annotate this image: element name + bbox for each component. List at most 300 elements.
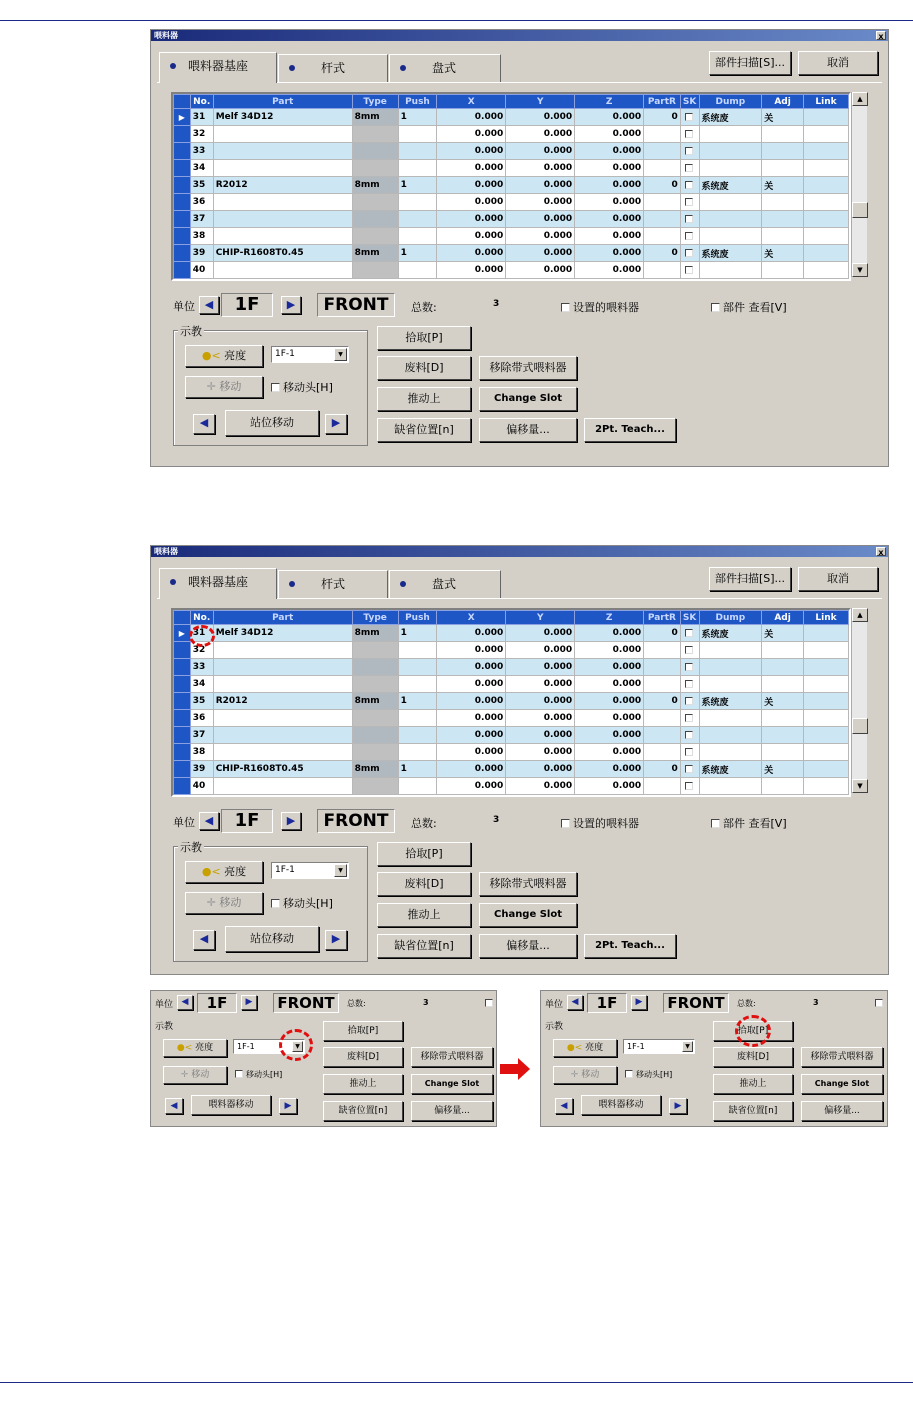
move-button[interactable]: ✛ 移动 bbox=[553, 1066, 617, 1084]
station-prev-button[interactable]: ◀ bbox=[165, 1098, 183, 1114]
cell-no[interactable]: 36 bbox=[190, 710, 213, 727]
cell-x[interactable]: 0.000 bbox=[437, 177, 506, 194]
default-position-button[interactable]: 缺省位置[n] bbox=[377, 934, 471, 958]
col-z[interactable]: Z bbox=[575, 611, 644, 625]
chevron-down-icon[interactable]: ▼ bbox=[682, 1041, 693, 1052]
cell-x[interactable]: 0.000 bbox=[437, 727, 506, 744]
cell-type[interactable]: 8mm bbox=[352, 177, 398, 194]
cell-link[interactable] bbox=[803, 228, 848, 245]
row-selector[interactable] bbox=[174, 744, 191, 761]
change-slot-button[interactable]: Change Slot bbox=[479, 903, 577, 927]
floor-prev-button[interactable]: ◀ bbox=[177, 995, 193, 1010]
cell-sk[interactable] bbox=[680, 109, 699, 126]
cell-y[interactable]: 0.000 bbox=[506, 109, 575, 126]
cell-push[interactable]: 1 bbox=[398, 245, 437, 262]
cell-x[interactable]: 0.000 bbox=[437, 109, 506, 126]
table-row[interactable] bbox=[174, 642, 849, 659]
cell-partr[interactable] bbox=[644, 160, 681, 177]
col-push[interactable]: Push bbox=[398, 95, 437, 109]
cell-type[interactable] bbox=[352, 143, 398, 160]
cell-partr[interactable] bbox=[644, 143, 681, 160]
tab-tray[interactable]: 盘式 bbox=[389, 54, 501, 82]
change-slot-button[interactable]: Change Slot bbox=[411, 1074, 493, 1094]
cell-partr[interactable]: 0 bbox=[644, 625, 681, 642]
cell-adj[interactable]: 关 bbox=[762, 693, 804, 710]
cell-y[interactable]: 0.000 bbox=[506, 194, 575, 211]
cell-dump[interactable] bbox=[699, 642, 762, 659]
cell-sk[interactable] bbox=[680, 625, 699, 642]
floor-prev-button[interactable]: ◀ bbox=[199, 296, 219, 314]
cell-type[interactable]: 8mm bbox=[352, 625, 398, 642]
cell-sk[interactable] bbox=[680, 744, 699, 761]
cell-sk[interactable] bbox=[680, 126, 699, 143]
checkbox-box[interactable] bbox=[485, 999, 493, 1007]
cell-sk[interactable] bbox=[680, 262, 699, 279]
checkbox-box[interactable] bbox=[625, 1070, 633, 1078]
move-head-checkbox[interactable]: 移动头[H] bbox=[625, 1069, 672, 1080]
cell-y[interactable]: 0.000 bbox=[506, 177, 575, 194]
two-point-teach-button[interactable]: 2Pt. Teach... bbox=[584, 934, 676, 958]
cell-push[interactable] bbox=[398, 228, 437, 245]
cell-dump[interactable] bbox=[699, 262, 762, 279]
col-sk[interactable]: SK bbox=[680, 611, 699, 625]
floor-next-button[interactable]: ▶ bbox=[241, 995, 257, 1010]
col-adj[interactable]: Adj bbox=[762, 95, 804, 109]
cell-adj[interactable]: 关 bbox=[762, 245, 804, 262]
brightness-button[interactable]: ●< 亮度 bbox=[163, 1039, 227, 1057]
cell-part[interactable] bbox=[213, 659, 352, 676]
cell-dump[interactable]: 系统废 bbox=[699, 245, 762, 262]
brightness-button[interactable]: ●< 亮度 bbox=[185, 861, 263, 883]
cell-dump[interactable]: 系统废 bbox=[699, 625, 762, 642]
checkbox-box[interactable] bbox=[711, 819, 720, 828]
cell-x[interactable]: 0.000 bbox=[437, 228, 506, 245]
col-type[interactable]: Type bbox=[352, 95, 398, 109]
cell-part[interactable] bbox=[213, 676, 352, 693]
col-push[interactable]: Push bbox=[398, 611, 437, 625]
skip-checkbox[interactable] bbox=[685, 113, 693, 121]
cell-adj[interactable] bbox=[762, 659, 804, 676]
skip-checkbox[interactable] bbox=[685, 164, 693, 172]
cell-partr[interactable] bbox=[644, 194, 681, 211]
checkbox-box[interactable] bbox=[875, 999, 883, 1007]
cell-no[interactable]: 36 bbox=[190, 194, 213, 211]
cell-partr[interactable] bbox=[644, 228, 681, 245]
cell-z[interactable]: 0.000 bbox=[575, 109, 644, 126]
default-position-button[interactable]: 缺省位置[n] bbox=[377, 418, 471, 442]
move-head-checkbox[interactable]: 移动头[H] bbox=[271, 895, 333, 911]
cell-no[interactable]: 34 bbox=[190, 160, 213, 177]
cell-sk[interactable] bbox=[680, 659, 699, 676]
cell-no[interactable]: 31 bbox=[190, 625, 213, 642]
tab-tray[interactable]: 盘式 bbox=[389, 570, 501, 598]
cell-no[interactable]: 32 bbox=[190, 642, 213, 659]
cell-z[interactable]: 0.000 bbox=[575, 262, 644, 279]
skip-checkbox[interactable] bbox=[685, 629, 693, 637]
cell-no[interactable]: 38 bbox=[190, 228, 213, 245]
cell-x[interactable]: 0.000 bbox=[437, 676, 506, 693]
remove-tape-feeder-button[interactable]: 移除带式喂料器 bbox=[479, 356, 577, 380]
skip-checkbox[interactable] bbox=[685, 765, 693, 773]
chevron-down-icon[interactable]: ▼ bbox=[292, 1041, 303, 1052]
pickup-button[interactable]: 拾取[P] bbox=[377, 326, 471, 350]
cell-link[interactable] bbox=[803, 177, 848, 194]
cell-adj[interactable] bbox=[762, 126, 804, 143]
cell-sk[interactable] bbox=[680, 642, 699, 659]
cell-type[interactable] bbox=[352, 228, 398, 245]
cell-sk[interactable] bbox=[680, 778, 699, 795]
cell-partr[interactable] bbox=[644, 744, 681, 761]
row-selector[interactable] bbox=[174, 177, 191, 194]
cell-y[interactable]: 0.000 bbox=[506, 710, 575, 727]
table-row[interactable] bbox=[174, 228, 849, 245]
cell-part[interactable] bbox=[213, 228, 352, 245]
cell-dump[interactable]: 系统废 bbox=[699, 177, 762, 194]
row-selector[interactable] bbox=[174, 642, 191, 659]
cell-x[interactable]: 0.000 bbox=[437, 642, 506, 659]
cell-no[interactable]: 37 bbox=[190, 211, 213, 228]
row-selector[interactable] bbox=[174, 659, 191, 676]
cell-sk[interactable] bbox=[680, 693, 699, 710]
cell-partr[interactable] bbox=[644, 211, 681, 228]
cell-partr[interactable] bbox=[644, 642, 681, 659]
skip-checkbox[interactable] bbox=[685, 680, 693, 688]
cell-adj[interactable] bbox=[762, 194, 804, 211]
skip-checkbox[interactable] bbox=[685, 198, 693, 206]
cell-part[interactable] bbox=[213, 642, 352, 659]
pickup-button[interactable]: 拾取[P] bbox=[323, 1021, 403, 1041]
cell-type[interactable] bbox=[352, 194, 398, 211]
cell-dump[interactable] bbox=[699, 194, 762, 211]
cell-z[interactable]: 0.000 bbox=[575, 659, 644, 676]
cell-link[interactable] bbox=[803, 676, 848, 693]
floor-prev-button[interactable]: ◀ bbox=[199, 812, 219, 830]
cell-z[interactable]: 0.000 bbox=[575, 642, 644, 659]
cell-no[interactable]: 38 bbox=[190, 744, 213, 761]
cell-x[interactable]: 0.000 bbox=[437, 744, 506, 761]
cell-push[interactable]: 1 bbox=[398, 625, 437, 642]
cell-push[interactable] bbox=[398, 262, 437, 279]
cell-part[interactable]: R2012 bbox=[213, 177, 352, 194]
col-x[interactable]: X bbox=[437, 95, 506, 109]
cell-z[interactable]: 0.000 bbox=[575, 228, 644, 245]
cell-type[interactable] bbox=[352, 262, 398, 279]
tab-stick[interactable]: 杆式 bbox=[278, 54, 388, 82]
cell-adj[interactable] bbox=[762, 262, 804, 279]
cell-partr[interactable] bbox=[644, 659, 681, 676]
skip-checkbox[interactable] bbox=[685, 663, 693, 671]
cell-adj[interactable] bbox=[762, 710, 804, 727]
cell-link[interactable] bbox=[803, 693, 848, 710]
cell-link[interactable] bbox=[803, 710, 848, 727]
tab-feeder-base[interactable]: 喂料器基座 bbox=[159, 52, 277, 83]
cell-push[interactable] bbox=[398, 126, 437, 143]
cell-adj[interactable] bbox=[762, 727, 804, 744]
cell-x[interactable]: 0.000 bbox=[437, 160, 506, 177]
cell-no[interactable]: 40 bbox=[190, 778, 213, 795]
cell-x[interactable]: 0.000 bbox=[437, 245, 506, 262]
waste-button[interactable]: 废料[D] bbox=[713, 1047, 793, 1067]
cell-sk[interactable] bbox=[680, 676, 699, 693]
feeder-combo[interactable]: 1F-1 ▼ bbox=[271, 862, 349, 879]
cell-z[interactable]: 0.000 bbox=[575, 245, 644, 262]
scroll-thumb[interactable] bbox=[852, 202, 868, 218]
cancel-button[interactable]: 取消 bbox=[798, 51, 878, 75]
cell-push[interactable] bbox=[398, 710, 437, 727]
cell-x[interactable]: 0.000 bbox=[437, 126, 506, 143]
checkbox-box[interactable] bbox=[561, 303, 570, 312]
cell-adj[interactable] bbox=[762, 211, 804, 228]
cell-y[interactable]: 0.000 bbox=[506, 160, 575, 177]
station-prev-button[interactable]: ◀ bbox=[193, 414, 215, 434]
remove-tape-feeder-button[interactable]: 移除带式喂料器 bbox=[479, 872, 577, 896]
cell-y[interactable]: 0.000 bbox=[506, 676, 575, 693]
cell-part[interactable] bbox=[213, 194, 352, 211]
station-prev-button[interactable]: ◀ bbox=[193, 930, 215, 950]
skip-checkbox[interactable] bbox=[685, 748, 693, 756]
cell-y[interactable]: 0.000 bbox=[506, 761, 575, 778]
table-row[interactable] bbox=[174, 245, 849, 262]
cell-partr[interactable] bbox=[644, 710, 681, 727]
cell-sk[interactable] bbox=[680, 710, 699, 727]
cell-adj[interactable] bbox=[762, 143, 804, 160]
table-row[interactable] bbox=[174, 143, 849, 160]
waste-button[interactable]: 废料[D] bbox=[377, 356, 471, 380]
move-head-checkbox[interactable]: 移动头[H] bbox=[235, 1069, 282, 1080]
cell-part[interactable] bbox=[213, 710, 352, 727]
push-up-button[interactable]: 推动上 bbox=[713, 1074, 793, 1094]
cell-push[interactable]: 1 bbox=[398, 177, 437, 194]
cell-adj[interactable] bbox=[762, 228, 804, 245]
scroll-thumb[interactable] bbox=[852, 718, 868, 734]
cell-partr[interactable] bbox=[644, 727, 681, 744]
cell-type[interactable] bbox=[352, 744, 398, 761]
station-move-button[interactable]: 站位移动 bbox=[225, 410, 319, 436]
col-x[interactable]: X bbox=[437, 611, 506, 625]
station-next-button[interactable]: ▶ bbox=[279, 1098, 297, 1114]
cell-part[interactable]: Melf 34D12 bbox=[213, 109, 352, 126]
station-prev-button[interactable]: ◀ bbox=[555, 1098, 573, 1114]
cell-link[interactable] bbox=[803, 126, 848, 143]
cell-dump[interactable] bbox=[699, 676, 762, 693]
cell-x[interactable]: 0.000 bbox=[437, 710, 506, 727]
table-row[interactable] bbox=[174, 126, 849, 143]
cancel-button[interactable]: 取消 bbox=[798, 567, 878, 591]
grid-scrollbar[interactable] bbox=[851, 92, 867, 277]
cell-z[interactable]: 0.000 bbox=[575, 727, 644, 744]
cell-part[interactable]: Melf 34D12 bbox=[213, 625, 352, 642]
cell-y[interactable]: 0.000 bbox=[506, 625, 575, 642]
skip-checkbox[interactable] bbox=[685, 130, 693, 138]
skip-checkbox[interactable] bbox=[685, 697, 693, 705]
cell-part[interactable]: R2012 bbox=[213, 693, 352, 710]
col-y[interactable]: Y bbox=[506, 611, 575, 625]
cell-no[interactable]: 39 bbox=[190, 761, 213, 778]
cell-adj[interactable] bbox=[762, 160, 804, 177]
cell-sk[interactable] bbox=[680, 211, 699, 228]
cell-dump[interactable] bbox=[699, 778, 762, 795]
row-selector[interactable] bbox=[174, 194, 191, 211]
cell-no[interactable]: 35 bbox=[190, 693, 213, 710]
cell-no[interactable]: 39 bbox=[190, 245, 213, 262]
cell-sk[interactable] bbox=[680, 228, 699, 245]
scroll-down-icon[interactable]: ▼ bbox=[852, 263, 868, 277]
pickup-button[interactable]: 拾取[P] bbox=[377, 842, 471, 866]
cell-x[interactable]: 0.000 bbox=[437, 194, 506, 211]
table-row[interactable] bbox=[174, 194, 849, 211]
row-selector[interactable] bbox=[174, 126, 191, 143]
cell-link[interactable] bbox=[803, 625, 848, 642]
cell-sk[interactable] bbox=[680, 245, 699, 262]
table-row[interactable] bbox=[174, 710, 849, 727]
cell-z[interactable]: 0.000 bbox=[575, 710, 644, 727]
cell-adj[interactable]: 关 bbox=[762, 177, 804, 194]
close-icon[interactable]: x bbox=[876, 547, 886, 556]
cell-sk[interactable] bbox=[680, 194, 699, 211]
cell-sk[interactable] bbox=[680, 143, 699, 160]
cell-link[interactable] bbox=[803, 143, 848, 160]
scroll-up-icon[interactable]: ▲ bbox=[852, 608, 868, 622]
cell-part[interactable] bbox=[213, 262, 352, 279]
cell-z[interactable]: 0.000 bbox=[575, 177, 644, 194]
cell-type[interactable] bbox=[352, 126, 398, 143]
waste-button[interactable]: 废料[D] bbox=[377, 872, 471, 896]
close-icon[interactable]: x bbox=[876, 31, 886, 40]
cell-no[interactable]: 33 bbox=[190, 659, 213, 676]
station-next-button[interactable]: ▶ bbox=[325, 930, 347, 950]
default-position-button[interactable]: 缺省位置[n] bbox=[713, 1101, 793, 1121]
cell-no[interactable]: 31 bbox=[190, 109, 213, 126]
scroll-down-icon[interactable]: ▼ bbox=[852, 779, 868, 793]
cell-type[interactable]: 8mm bbox=[352, 109, 398, 126]
checkbox-box[interactable] bbox=[561, 819, 570, 828]
floor-next-button[interactable]: ▶ bbox=[281, 812, 301, 830]
offset-button[interactable]: 偏移量... bbox=[479, 934, 577, 958]
cell-dump[interactable]: 系统废 bbox=[699, 109, 762, 126]
grid-scrollbar[interactable] bbox=[851, 608, 867, 793]
cell-link[interactable] bbox=[803, 778, 848, 795]
feeder-combo[interactable]: 1F-1 ▼ bbox=[623, 1039, 695, 1054]
table-row[interactable] bbox=[174, 778, 849, 795]
cell-type[interactable] bbox=[352, 160, 398, 177]
cell-partr[interactable]: 0 bbox=[644, 177, 681, 194]
waste-button[interactable]: 废料[D] bbox=[323, 1047, 403, 1067]
cell-push[interactable]: 1 bbox=[398, 109, 437, 126]
station-move-button[interactable]: 站位移动 bbox=[225, 926, 319, 952]
row-selector[interactable] bbox=[174, 160, 191, 177]
skip-checkbox[interactable] bbox=[685, 731, 693, 739]
cell-partr[interactable] bbox=[644, 126, 681, 143]
skip-checkbox[interactable] bbox=[685, 266, 693, 274]
col-link[interactable]: Link bbox=[803, 611, 848, 625]
move-button[interactable]: ✛ 移动 bbox=[163, 1066, 227, 1084]
cell-type[interactable]: 8mm bbox=[352, 693, 398, 710]
cell-link[interactable] bbox=[803, 160, 848, 177]
two-point-teach-button[interactable]: 2Pt. Teach... bbox=[584, 418, 676, 442]
feeder-combo[interactable]: 1F-1 ▼ bbox=[271, 346, 349, 363]
cell-y[interactable]: 0.000 bbox=[506, 126, 575, 143]
table-row[interactable] bbox=[174, 676, 849, 693]
cell-partr[interactable] bbox=[644, 778, 681, 795]
station-next-button[interactable]: ▶ bbox=[325, 414, 347, 434]
part-scan-button[interactable]: 部件扫描[S]... bbox=[709, 567, 791, 591]
cell-dump[interactable] bbox=[699, 727, 762, 744]
cell-type[interactable] bbox=[352, 727, 398, 744]
table-row[interactable] bbox=[174, 211, 849, 228]
part-scan-button[interactable]: 部件扫描[S]... bbox=[709, 51, 791, 75]
floor-next-button[interactable]: ▶ bbox=[281, 296, 301, 314]
cell-z[interactable]: 0.000 bbox=[575, 194, 644, 211]
cell-adj[interactable] bbox=[762, 778, 804, 795]
cell-partr[interactable]: 0 bbox=[644, 761, 681, 778]
cell-partr[interactable]: 0 bbox=[644, 693, 681, 710]
cell-part[interactable]: CHIP-R1608T0.45 bbox=[213, 761, 352, 778]
cell-part[interactable] bbox=[213, 143, 352, 160]
cell-push[interactable]: 1 bbox=[398, 761, 437, 778]
cell-z[interactable]: 0.000 bbox=[575, 160, 644, 177]
table-row[interactable] bbox=[174, 727, 849, 744]
cell-z[interactable]: 0.000 bbox=[575, 761, 644, 778]
row-selector[interactable] bbox=[174, 228, 191, 245]
cell-adj[interactable] bbox=[762, 642, 804, 659]
cell-type[interactable] bbox=[352, 659, 398, 676]
cell-dump[interactable] bbox=[699, 744, 762, 761]
cell-x[interactable]: 0.000 bbox=[437, 211, 506, 228]
cell-sk[interactable] bbox=[680, 177, 699, 194]
skip-checkbox[interactable] bbox=[685, 181, 693, 189]
cell-type[interactable]: 8mm bbox=[352, 245, 398, 262]
cell-type[interactable] bbox=[352, 676, 398, 693]
cell-link[interactable] bbox=[803, 727, 848, 744]
part-view-checkbox[interactable]: 部件 查看[V] bbox=[711, 815, 787, 831]
skip-checkbox[interactable] bbox=[685, 714, 693, 722]
table-row[interactable] bbox=[174, 109, 849, 126]
cell-partr[interactable]: 0 bbox=[644, 245, 681, 262]
cell-x[interactable]: 0.000 bbox=[437, 262, 506, 279]
cell-y[interactable]: 0.000 bbox=[506, 727, 575, 744]
cell-y[interactable]: 0.000 bbox=[506, 744, 575, 761]
remove-tape-feeder-button[interactable]: 移除带式喂料器 bbox=[801, 1047, 883, 1067]
cell-push[interactable] bbox=[398, 744, 437, 761]
table-row[interactable] bbox=[174, 659, 849, 676]
cell-dump[interactable] bbox=[699, 160, 762, 177]
cell-type[interactable] bbox=[352, 778, 398, 795]
cell-dump[interactable] bbox=[699, 710, 762, 727]
row-selector[interactable] bbox=[174, 778, 191, 795]
cell-type[interactable] bbox=[352, 710, 398, 727]
cell-push[interactable] bbox=[398, 659, 437, 676]
cell-part[interactable] bbox=[213, 160, 352, 177]
cell-part[interactable] bbox=[213, 727, 352, 744]
cell-dump[interactable] bbox=[699, 211, 762, 228]
cell-y[interactable]: 0.000 bbox=[506, 693, 575, 710]
cell-part[interactable] bbox=[213, 744, 352, 761]
cell-adj[interactable]: 关 bbox=[762, 625, 804, 642]
cell-dump[interactable] bbox=[699, 228, 762, 245]
cell-z[interactable]: 0.000 bbox=[575, 625, 644, 642]
cell-adj[interactable] bbox=[762, 676, 804, 693]
cell-partr[interactable]: 0 bbox=[644, 109, 681, 126]
row-selector[interactable] bbox=[174, 761, 191, 778]
col-part[interactable]: Part bbox=[213, 95, 352, 109]
cell-link[interactable] bbox=[803, 194, 848, 211]
cell-y[interactable]: 0.000 bbox=[506, 642, 575, 659]
cell-type[interactable] bbox=[352, 211, 398, 228]
row-selector[interactable] bbox=[174, 727, 191, 744]
cell-part[interactable]: CHIP-R1608T0.45 bbox=[213, 245, 352, 262]
push-up-button[interactable]: 推动上 bbox=[377, 903, 471, 927]
checkbox-box[interactable] bbox=[235, 1070, 243, 1078]
